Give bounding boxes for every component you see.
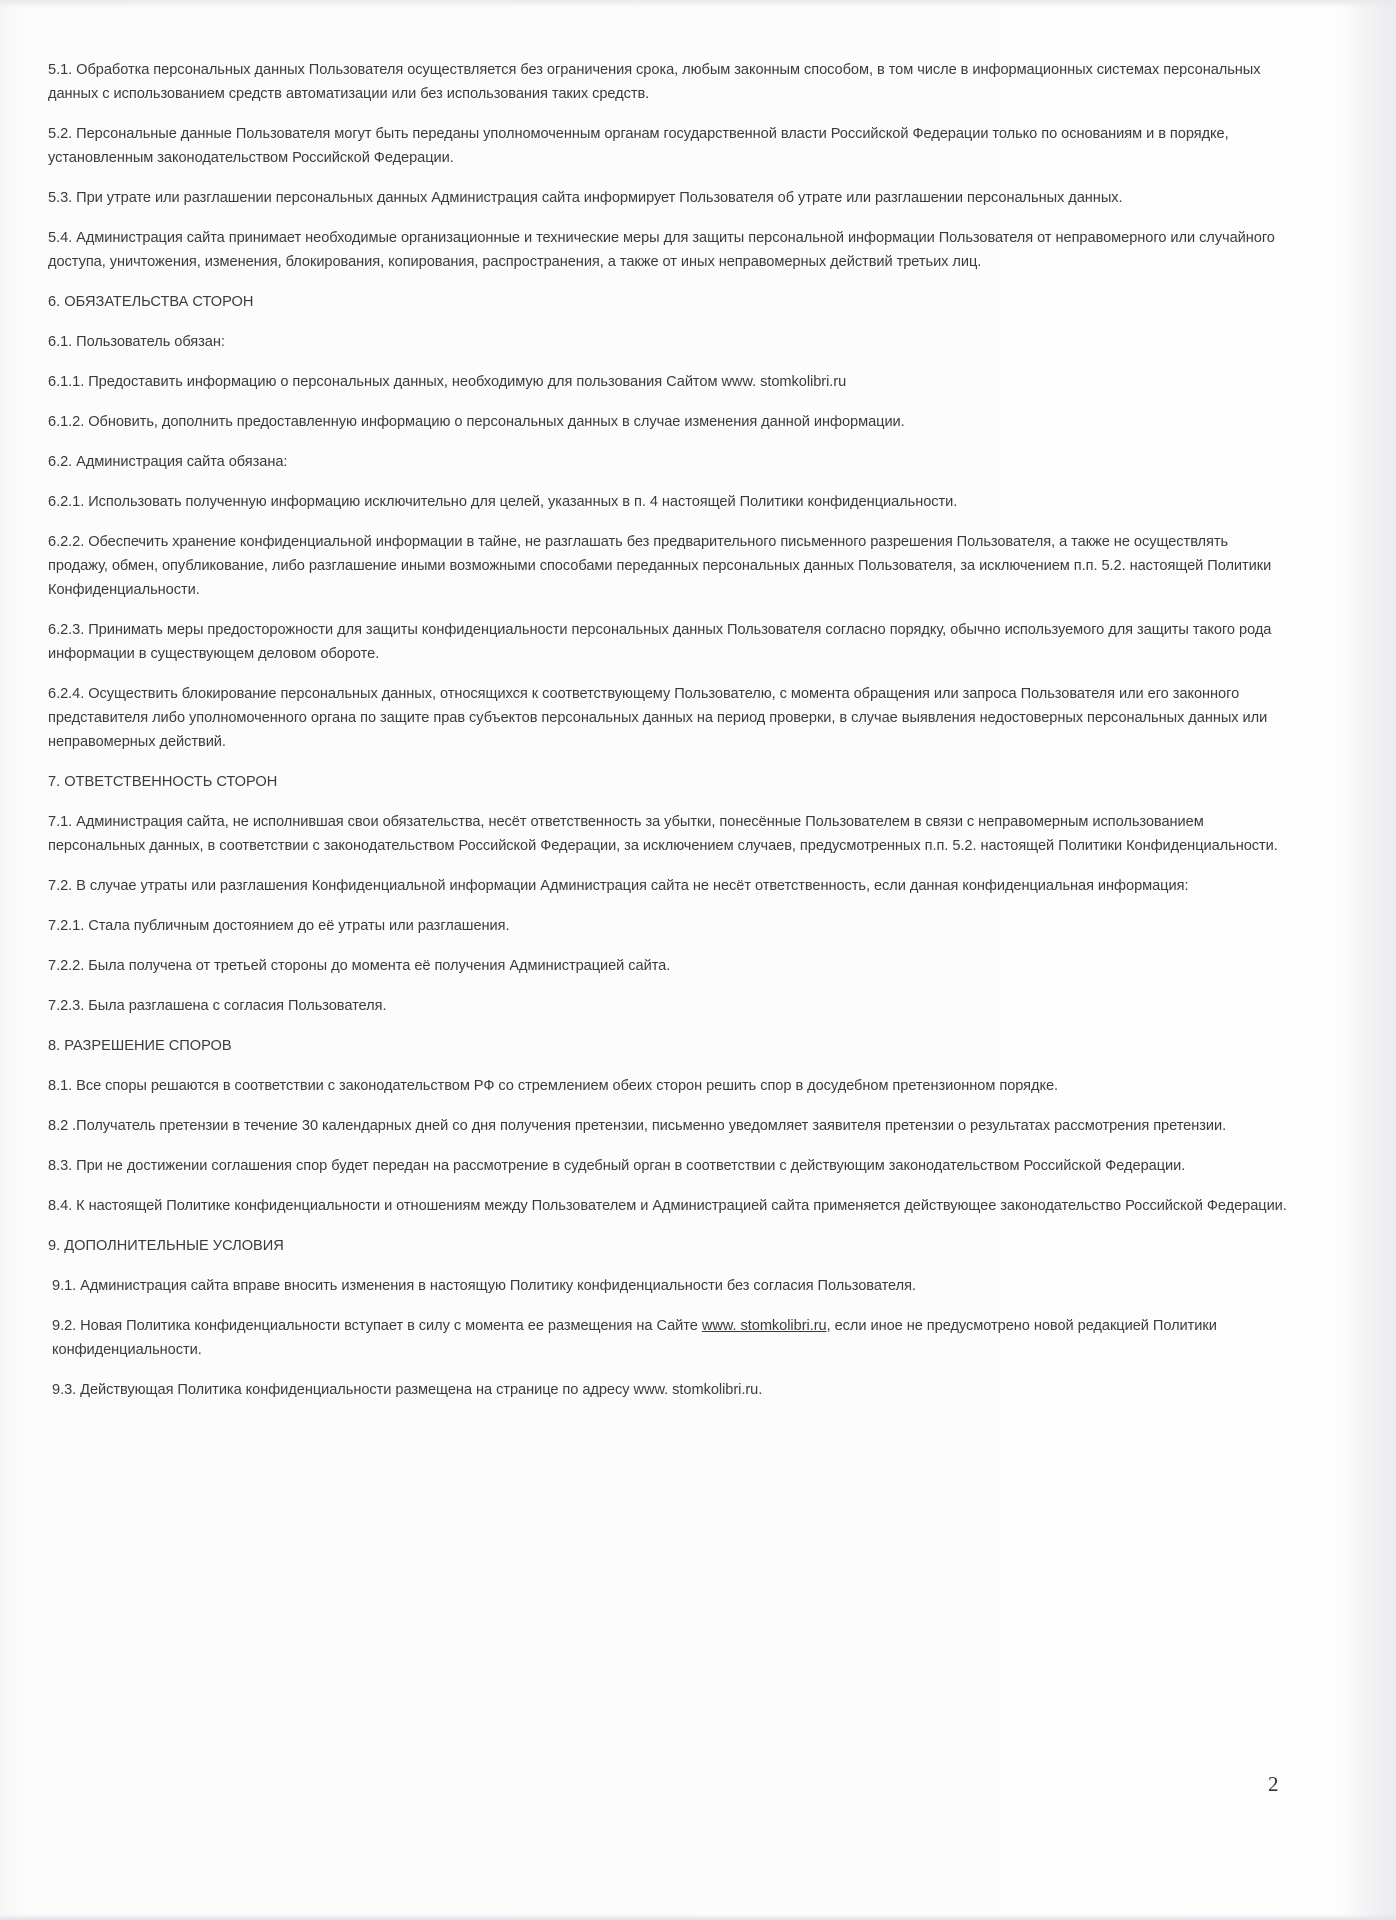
clause-5-2: 5.2. Персональные данные Пользователя могут быть переданы уполномоченным органам государственной власти Российской Федерации только по основаниям и в порядке, установленным законодательством Российской Федерации. bbox=[48, 126, 1229, 166]
clause-8-3: 8.3. При не достижении соглашения спор будет передан на рассмотрение в судебный орган в соответствии с действующим законодательством Российской Федерации. bbox=[48, 1158, 1186, 1174]
section-heading-9: 9. ДОПОЛНИТЕЛЬНЫЕ УСЛОВИЯ bbox=[48, 1238, 284, 1254]
page-bottom-shadow bbox=[0, 1914, 1396, 1920]
section-heading-6: 6. ОБЯЗАТЕЛЬСТВА СТОРОН bbox=[48, 294, 254, 310]
clause-9-2 bbox=[48, 1314, 1288, 1362]
page-top-shadow bbox=[0, 0, 1396, 8]
clause-7-1: 7.1. Администрация сайта, не исполнившая свои обязательства, несёт ответственность за убытки, понесённые Пользователем в связи с неправомерным использованием персональных данных, в соответствии с законодательством Российской Федерации, за исключением случаев, предусмотренных п.п. 5.2. настоящей Политики Конфиденциальности. bbox=[48, 814, 1278, 854]
clause-7-2-2: 7.2.2. Была получена от третьей стороны до момента её получения Администрацией сайта. bbox=[48, 958, 671, 974]
clause-6-2: 6.2. Администрация сайта обязана: bbox=[48, 454, 288, 470]
clause-6-1-2: 6.1.2. Обновить, дополнить предоставленную информацию о персональных данных в случае изменения данной информации. bbox=[48, 414, 905, 430]
clause-7-2-3: 7.2.3. Была разглашена с согласия Пользователя. bbox=[48, 998, 387, 1014]
clause-9-2-text-end: , если иное не предусмотрено новой редакцией Политики конфиденциальности. bbox=[52, 1318, 1217, 1358]
clause-8-2: 8.2 .Получатель претензии в течение 30 календарных дней со дня получения претензии, письменно уведомляет заявителя претензии о результатах рассмотрения претензии. bbox=[48, 1118, 1227, 1134]
clause-5-4: 5.4. Администрация сайта принимает необходимые организационные и технические меры для защиты персональной информации Пользователя от неправомерного или случайного доступа, уничтожения, изменения, блокирования, копирования, распространения, а также от иных неправомерных действий третьих лиц. bbox=[48, 230, 1275, 270]
clause-9-3: 9.3. Действующая Политика конфиденциальности размещена на странице по адресу www. stomkolibri.ru. bbox=[52, 1382, 763, 1398]
clause-6-2-3: 6.2.3. Принимать меры предосторожности для защиты конфиденциальности персональных данных Пользователя согласно порядку, обычно используемого для защиты такого рода информации в существующем деловом обороте. bbox=[48, 622, 1272, 662]
clause-6-2-2: 6.2.2. Обеспечить хранение конфиденциальной информации в тайне, не разглашать без предварительного письменного разрешения Пользователя, а также не осуществлять продажу, обмен, опубликование, либо разглашение иными возможными способами переданных персональных данных Пользователя, за исключением п.п. 5.2. настоящей Политики Конфиденциальности. bbox=[48, 534, 1272, 598]
document-body bbox=[48, 58, 1288, 1418]
clause-9-1: 9.1. Администрация сайта вправе вносить изменения в настоящую Политику конфиденциальности без согласия Пользователя. bbox=[52, 1278, 916, 1294]
clause-8-1: 8.1. Все споры решаются в соответствии с законодательством РФ со стремлением обеих сторон решить спор в досудебном претензионном порядке. bbox=[48, 1078, 1059, 1094]
clause-6-1: 6.1. Пользователь обязан: bbox=[48, 334, 225, 350]
section-heading-8: 8. РАЗРЕШЕНИЕ СПОРОВ bbox=[48, 1038, 232, 1054]
clause-6-2-4: 6.2.4. Осуществить блокирование персональных данных, относящихся к соответствующему Пользователю, с момента обращения или запроса Пользователя или его законного представителя либо уполномоченного органа по защите прав субъектов персональных данных на период проверки, в случае выявления недостоверных персональных данных или неправомерных действий. bbox=[48, 686, 1268, 750]
page-number: 2 bbox=[1268, 1772, 1279, 1796]
clause-6-1-1: 6.1.1. Предоставить информацию о персональных данных, необходимую для пользования Сайтом www. stomkolibri.ru bbox=[48, 374, 847, 390]
clause-5-3: 5.3. При утрате или разглашении персональных данных Администрация сайта информирует Пользователя об утрате или разглашении персональных данных. bbox=[48, 190, 1123, 206]
site-link[interactable]: www. stomkolibri.ru bbox=[701, 1318, 827, 1334]
clause-9-2-text-start: 9.2. Новая Политика конфиденциальности вступает в силу с момента ее размещения на Сайте bbox=[52, 1318, 702, 1334]
clause-5-1: 5.1. Обработка персональных данных Пользователя осуществляется без ограничения срока, любым законным способом, в том числе в информационных системах персональных данных с использованием средств автоматизации или без использования таких средств. bbox=[48, 62, 1261, 102]
clause-7-2: 7.2. В случае утраты или разглашения Конфиденциальной информации Администрация сайта не несёт ответственность, если данная конфиденциальная информация: bbox=[48, 878, 1189, 894]
clause-6-2-1: 6.2.1. Использовать полученную информацию исключительно для целей, указанных в п. 4 настоящей Политики конфиденциальности. bbox=[48, 494, 958, 510]
clause-7-2-1: 7.2.1. Стала публичным достоянием до её утраты или разглашения. bbox=[48, 918, 510, 934]
section-heading-7: 7. ОТВЕТСТВЕННОСТЬ СТОРОН bbox=[48, 774, 278, 790]
clause-8-4: 8.4. К настоящей Политике конфиденциальности и отношениям между Пользователем и Администрацией сайта применяется действующее законодательство Российской Федерации. bbox=[48, 1198, 1287, 1214]
